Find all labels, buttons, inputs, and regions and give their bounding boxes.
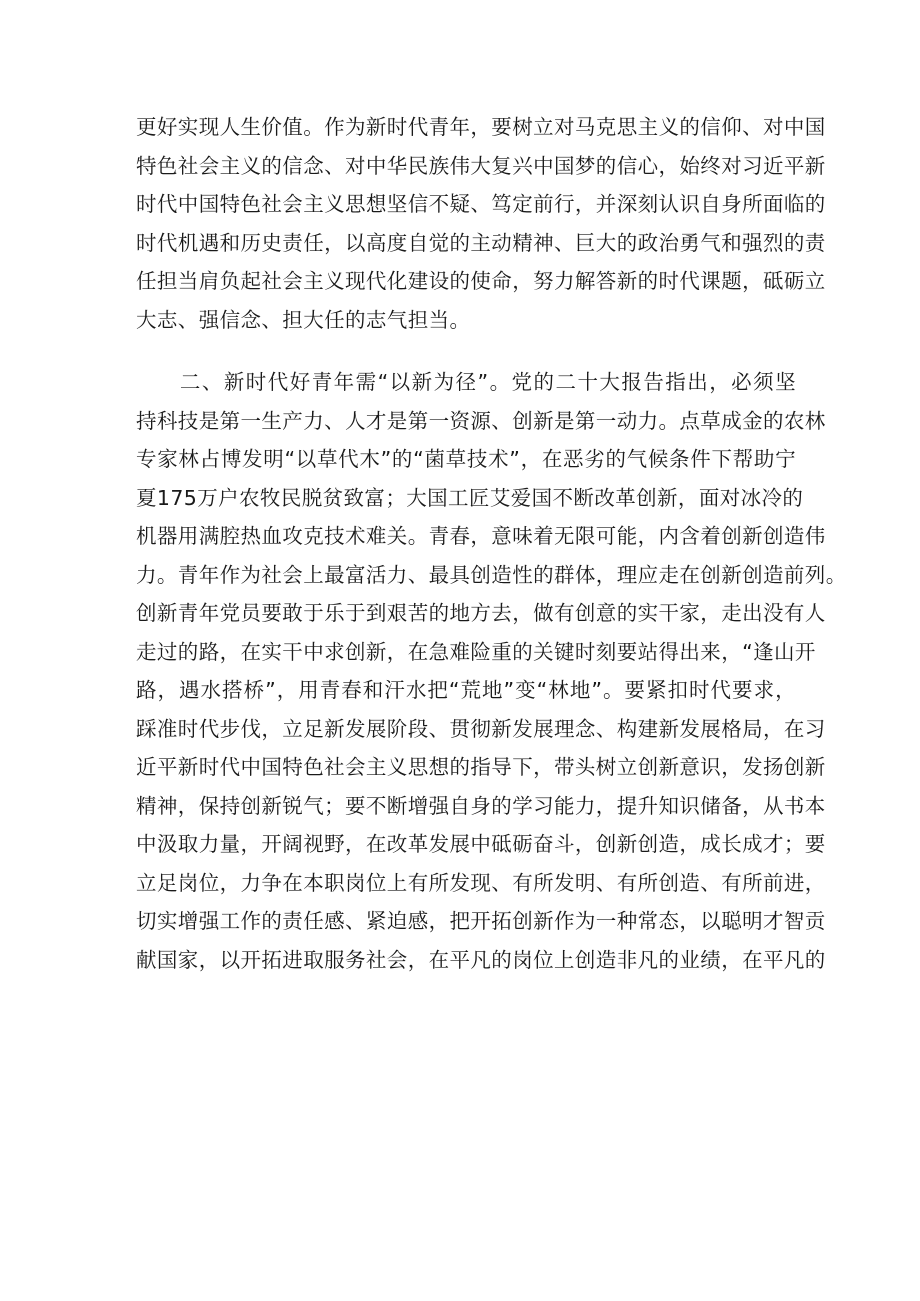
paragraph-line: 献国家，以开拓进取服务社会，在平凡的岗位上创造非凡的业绩，在平凡的: [136, 947, 826, 972]
paragraph-line: 近平新时代中国特色社会主义思想的指导下，带头树立创新意识，发扬创新: [136, 755, 826, 779]
paragraph-line: 力。青年作为社会上最富活力、最具创造性的群体，理应走在创新创造前列。: [136, 562, 847, 587]
paragraph-line: 专家林占博发明“以草代木”的“菌草技术”，在恶劣的气候条件下帮助宁: [136, 447, 796, 471]
paragraph-line: 路，遇水搭桥”，用青春和汗水把“荒地”变“林地”。要紧扣时代要求，: [136, 678, 796, 702]
paragraph-line: 中汲取力量，开阔视野，在改革发展中砥砺奋斗，创新创造，成长成才；要: [136, 832, 826, 856]
paragraph-line: 时代中国特色社会主义思想坚信不疑、笃定前行，并深刻认识自身所面临的: [136, 192, 826, 216]
paragraph-line: 创新青年党员要敢于乐于到艰苦的地方去，做有创意的实干家，走出没有人: [136, 601, 826, 625]
paragraph-line: 切实增强工作的责任感、紧迫感，把开拓创新作为一种常态，以聪明才智贡: [136, 909, 826, 933]
paragraph-line: 机器用满腔热血攻克技术难关。青春，意味着无限可能，内含着创新创造伟: [136, 524, 826, 548]
paragraph-line: 更好实现人生价值。作为新时代青年，要树立对马克思主义的信仰、对中国: [136, 115, 826, 139]
paragraph-line: 立足岗位，力争在本职岗位上有所发现、有所发明、有所创造、有所前进，: [136, 870, 826, 895]
paragraph-line: 精神，保持创新锐气；要不断增强自身的学习能力，提升知识储备，从书本: [136, 793, 826, 818]
paragraph-line: 时代机遇和历史责任，以高度自觉的主动精神、巨大的政治勇气和强烈的责: [136, 230, 826, 255]
paragraph-line: 持科技是第一生产力、人才是第一资源、创新是第一动力。点草成金的农林: [136, 408, 826, 433]
paragraph-line: 二、新时代好青年需“以新为径”。党的二十大报告指出，必须坚: [136, 370, 796, 394]
paragraph-1: [136, 108, 826, 339]
paragraph-line: 走过的路，在实干中求创新，在急难险重的关键时刻要站得出来，“逢山开: [136, 639, 816, 664]
document-page: [136, 108, 847, 979]
paragraph-line: 踩准时代步伐，立足新发展阶段、贯彻新发展理念、构建新发展格局，在习: [136, 716, 826, 741]
paragraph-line: 夏175万户农牧民脱贫致富；大国工匠艾爱国不断改革创新，面对冰冷的: [136, 485, 804, 510]
paragraph-line: 任担当肩负起社会主义现代化建设的使命，努力解答新的时代课题，砥砺立: [136, 269, 826, 293]
paragraph-line: 特色社会主义的信念、对中华民族伟大复兴中国梦的信心，始终对习近平新: [136, 153, 826, 178]
paragraph-line: 大志、强信念、担大任的志气担当。: [136, 307, 471, 332]
paragraph-2: [136, 363, 847, 979]
paragraph-spacer: [136, 339, 796, 363]
